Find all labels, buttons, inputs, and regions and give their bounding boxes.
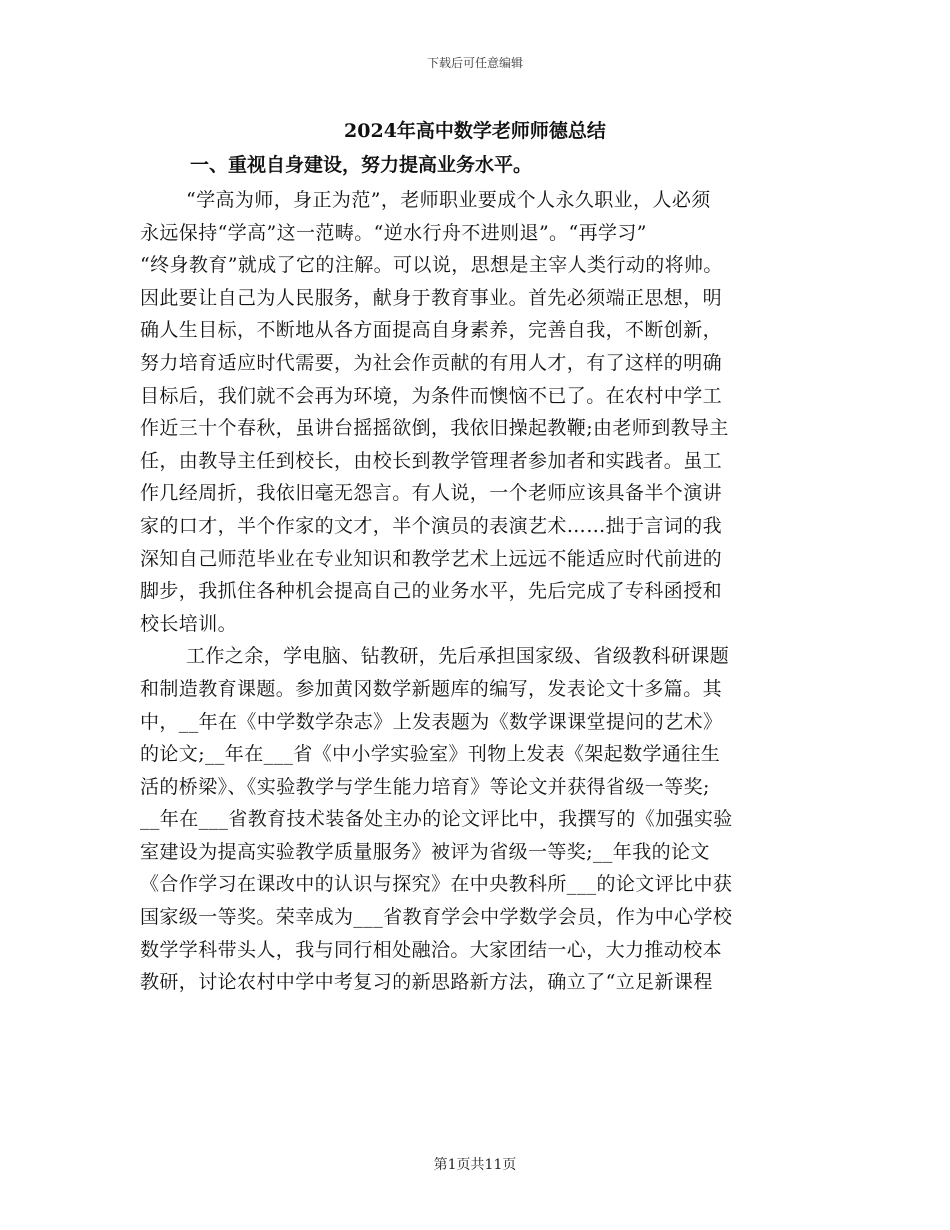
- paragraph-line: 的论文;__年在___省《中小学实验室》刊物上发表《架起数学通往生: [140, 743, 721, 766]
- paragraph-line: 校长培训。: [140, 612, 238, 635]
- paragraph-line: 作几经周折，我依旧毫无怨言。有人说，一个老师应该具备半个演讲: [140, 482, 723, 505]
- paragraph-line: 国家级一等奖。荣幸成为___省教育学会中学数学会员，作为中心学校: [140, 906, 733, 929]
- paragraph-line: 任，由教导主任到校长，由校长到教学管理者参加者和实践者。虽工: [140, 449, 723, 472]
- paragraph-2: [140, 640, 800, 999]
- header-note: 下载后可任意编辑: [426, 56, 523, 70]
- paragraph-line: 因此要让自己为人民服务，献身于教育事业。首先必须端正思想，明: [140, 286, 723, 309]
- paragraph-line: 作近三十个春秋，虽讲台摇摇欲倒，我依旧操起教鞭;由老师到教导主: [140, 417, 729, 440]
- paragraph-line: 家的口才，半个作家的文才，半个演员的表演艺术……拙于言词的我: [140, 514, 723, 537]
- paragraph-line: “学高为师，身正为范”，老师职业要成个人永久职业，人必须: [186, 189, 711, 211]
- paragraph-line: 教研，讨论农村中学中考复习的新思路新方法，确立了“立足新课程: [140, 971, 713, 994]
- paragraph-line: 室建设为提高实验教学质量服务》被评为省级一等奖;__年我的论文: [140, 840, 710, 863]
- document-title: 2024年高中数学老师师德总结: [344, 120, 606, 142]
- paragraph-line: “终身教育”就成了它的注解。可以说，思想是主宰人类行动的将帅。: [140, 254, 723, 277]
- paragraph-line: 深知自己师范毕业在专业知识和教学艺术上远远不能适应时代前进的: [140, 547, 723, 570]
- paragraph-line: 中，__年在《中学数学杂志》上发表题为《数学课课堂提问的艺术》: [140, 710, 723, 733]
- paragraph-line: 工作之余，学电脑、钻教研，先后承担国家级、省级教科研课题: [186, 645, 730, 668]
- paragraph-line: 脚步，我抓住各种机会提高自己的业务水平，先后完成了专科函授和: [140, 580, 723, 603]
- paragraph-line: 努力培育适应时代需要，为社会作贡献的有用人才，有了这样的明确: [140, 351, 723, 374]
- paragraph-line: 和制造教育课题。参加黄冈数学新题库的编写，发表论文十多篇。其: [140, 677, 723, 700]
- body-text: [140, 184, 800, 999]
- paragraph-line: 永远保持“学高”这一范畴。“逆水行舟不进则退”。“再学习”: [140, 221, 647, 244]
- paragraph-line: 《合作学习在课改中的认识与探究》在中央教科所___的论文评比中获: [140, 873, 733, 896]
- paragraph-line: __年在___省教育技术装备处主办的论文评比中，我撰写的《加强实验: [140, 808, 733, 831]
- section-heading: 一、重视自身建设，努力提高业务水平。: [190, 154, 533, 176]
- paragraph-line: 数学学科带头人，我与同行相处融洽。大家团结一心，大力推动校本: [140, 938, 723, 961]
- paragraph-line: 目标后，我们就不会再为环境，为条件而懊恼不已了。在农村中学工: [140, 384, 723, 407]
- paragraph-line: 确人生目标，不断地从各方面提高自身素养，完善自我，不断创新，: [140, 319, 723, 342]
- paragraph-1: [140, 184, 800, 640]
- paragraph-line: 活的桥梁》、《实验教学与学生能力培育》等论文并获得省级一等奖;: [140, 775, 710, 798]
- page-number-footer: 第1页共11页: [433, 1157, 517, 1173]
